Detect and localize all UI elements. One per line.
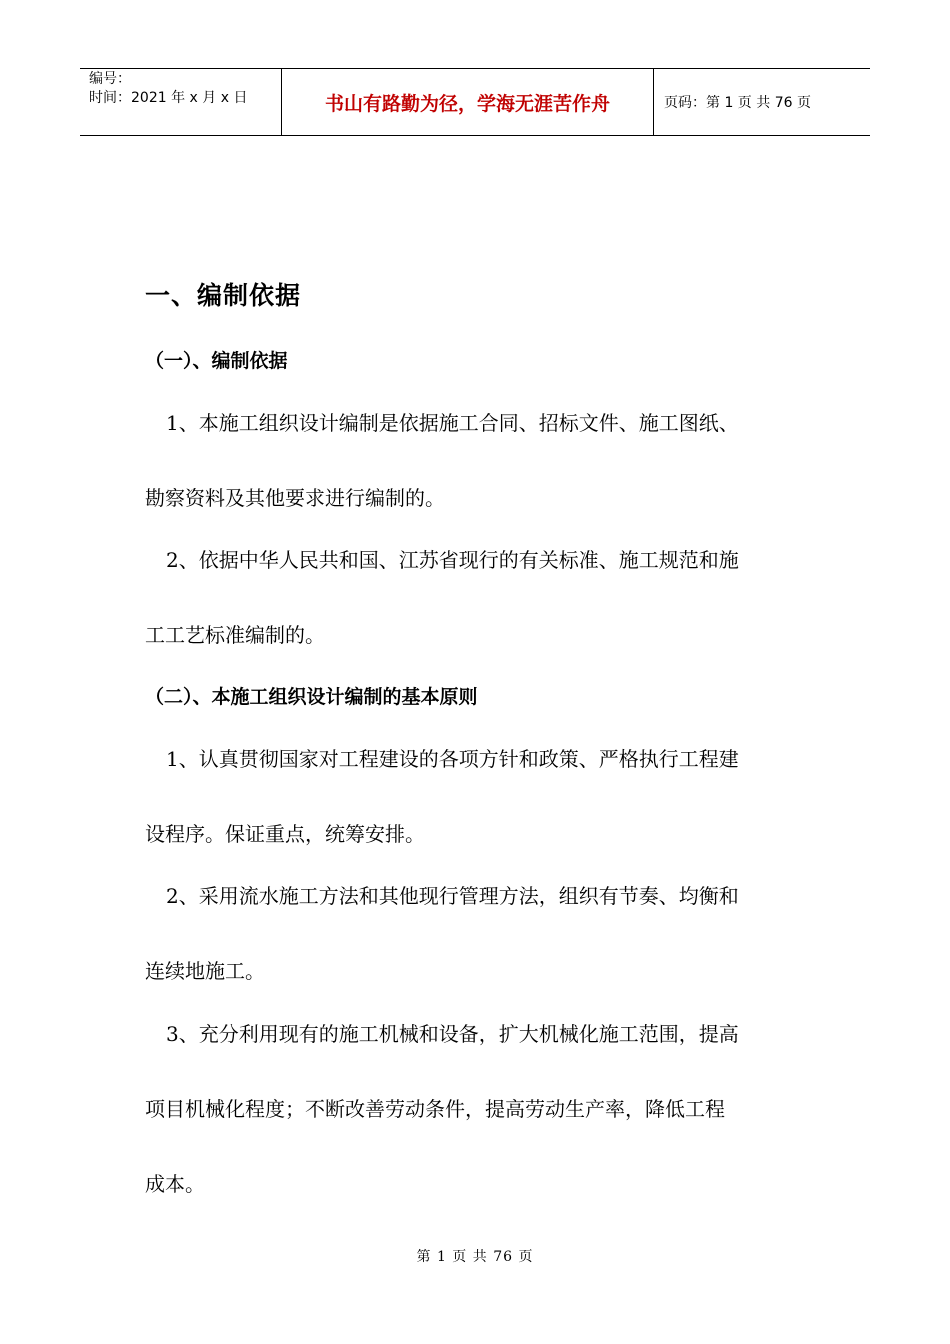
s1-item1-line2: 勘察资料及其他要求进行编制的。: [145, 486, 445, 510]
section-1-title: （一）、编制依据: [145, 350, 288, 372]
s1-item1-line1: 1、本施工组织设计编制是依据施工合同、招标文件、施工图纸、: [166, 411, 739, 435]
header-meta-cell: [80, 69, 282, 135]
s2-item1-line1: 1、认真贯彻国家对工程建设的各项方针和政策、严格执行工程建: [166, 747, 739, 771]
s1-item2-line2: 工工艺标准编制的。: [145, 623, 325, 647]
doc-date-label: 时间：2021 年 x 月 x 日: [89, 90, 248, 106]
s2-item3-line3: 成本。: [145, 1172, 205, 1196]
heading-1: 一、编制依据: [145, 281, 302, 310]
header-page-info: 页码：第 1 页 共 76 页: [664, 95, 811, 111]
page-footer: 第 1 页 共 76 页: [416, 1249, 534, 1265]
page-header: [80, 68, 870, 136]
header-motto: 书山有路勤为径，学海无涯苦作舟: [282, 69, 654, 135]
s2-item2-line2: 连续地施工。: [145, 959, 265, 983]
s2-item2-line1: 2、采用流水施工方法和其他现行管理方法，组织有节奏、均衡和: [166, 884, 739, 908]
s2-item1-line2: 设程序。保证重点，统筹安排。: [145, 822, 425, 846]
section-2-title: （二）、本施工组织设计编制的基本原则: [145, 686, 478, 708]
doc-code-label: 编号：: [89, 71, 131, 87]
s1-item2-line1: 2、依据中华人民共和国、江苏省现行的有关标准、施工规范和施: [166, 548, 739, 572]
s2-item3-line1: 3、充分利用现有的施工机械和设备，扩大机械化施工范围，提高: [166, 1022, 739, 1046]
s2-item3-line2: 项目机械化程度；不断改善劳动条件，提高劳动生产率，降低工程: [145, 1097, 725, 1121]
